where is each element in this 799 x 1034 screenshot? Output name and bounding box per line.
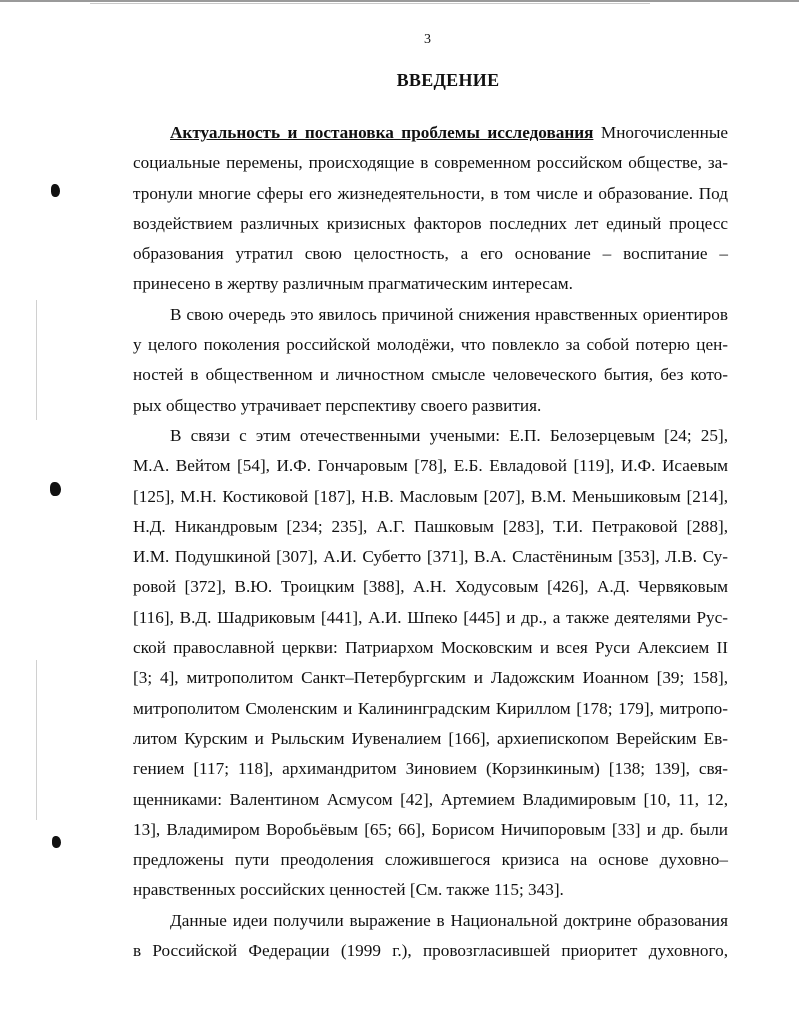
text-line: нравственных российских ценностей [См. также 115; 343]. (133, 880, 564, 900)
paragraph (133, 906, 728, 967)
text-line: И.М. Подушкиной [307], А.И. Субетто [371], В.А. Сластёниным [353], Л.В. Су- (133, 547, 728, 567)
text-line: предложены пути преодоления сложившегося кризиса на основе духовно– (133, 850, 728, 870)
text-line: 13], Владимиром Воробьёвым [65; 66], Борисом Ничипоровым [33] и др. были (133, 819, 728, 839)
text-line: у целого поколения российской молодёжи, что повлекло за собой потерю цен- (133, 335, 728, 355)
text-line: митрополитом Смоленским и Калининградским Кириллом [178; 179], митропо- (133, 698, 728, 718)
text-line: рых общество утрачивает перспективу своего развития. (133, 395, 542, 415)
scan-mark (50, 482, 61, 496)
text-line: ровой [372], В.Ю. Троицким [388], А.Н. Ходусовым [426], А.Д. Червяковым (133, 577, 728, 597)
scan-artifact-line (36, 300, 37, 420)
section-title: ВВЕДЕНИЕ (396, 70, 500, 90)
text-line: В связи с этим отечественными учеными: Е.П. Белозерцевым [24; 25], (170, 425, 728, 445)
paragraph (133, 118, 728, 300)
text-line: [116], В.Д. Шадриковым [441], А.И. Шпеко [445] и др., а также деятелями Рус- (133, 607, 728, 627)
text-line: ской православной церкви: Патриархом Московским и всея Руси Алексием II (133, 638, 728, 658)
text-line: М.А. Вейтом [54], И.Ф. Гончаровым [78], Е.Б. Евладовой [119], И.Ф. Исаевым (133, 456, 728, 476)
paragraph-heading: Актуальность и постановка проблемы исследования (170, 123, 594, 142)
text-line: [3; 4], митрополитом Санкт–Петербургским и Ладожским Иоанном [39; 158], (133, 668, 728, 688)
document-body (133, 118, 728, 966)
text-line: литом Курским и Рыльским Иувеналием [166], архиепископом Верейским Ев- (133, 728, 728, 748)
text-line: принесено в жертву различным прагматическим интересам. (133, 274, 573, 294)
paragraph (133, 300, 728, 421)
text-line: социальные перемены, происходящие в современном российском обществе, за- (133, 153, 728, 173)
page-number: 3 (424, 32, 431, 47)
scan-mark (52, 836, 61, 848)
text-line: [125], М.Н. Костиковой [187], Н.В. Масловым [207], В.М. Меньшиковым [214], (133, 486, 728, 506)
paragraph (133, 421, 728, 906)
text-run: Многочисленные (593, 123, 728, 142)
text-line (133, 118, 728, 148)
text-line: образования утратил свою целостность, а его основание – воспитание – (133, 244, 728, 264)
scan-mark (51, 184, 60, 197)
scan-edge-line (90, 3, 650, 4)
scan-artifact-line (36, 660, 37, 820)
text-line: Данные идеи получили выражение в Национальной доктрине образования (170, 910, 728, 930)
text-line: В свою очередь это явилось причиной снижения нравственных ориентиров (170, 304, 728, 324)
scan-edge-line (0, 0, 799, 2)
text-line: ностей в общественном и личностном смысле человеческого бытия, без кото- (133, 365, 728, 385)
text-line: щенниками: Валентином Асмусом [42], Артемием Владимировым [10, 11, 12, (133, 789, 728, 809)
text-line: Н.Д. Никандровым [234; 235], А.Г. Пашковым [283], Т.И. Петраковой [288], (133, 516, 728, 536)
text-line: гением [117; 118], архимандритом Зиновием (Корзинкиным) [138; 139], свя- (133, 759, 728, 779)
text-line: в Российской Федерации (1999 г.), провозгласившей приоритет духовного, (133, 941, 728, 961)
text-line: воздействием различных кризисных факторов последних лет единый процесс (133, 213, 728, 233)
text-line: тронули многие сферы его жизнедеятельности, в том числе и образование. Под (133, 183, 728, 203)
